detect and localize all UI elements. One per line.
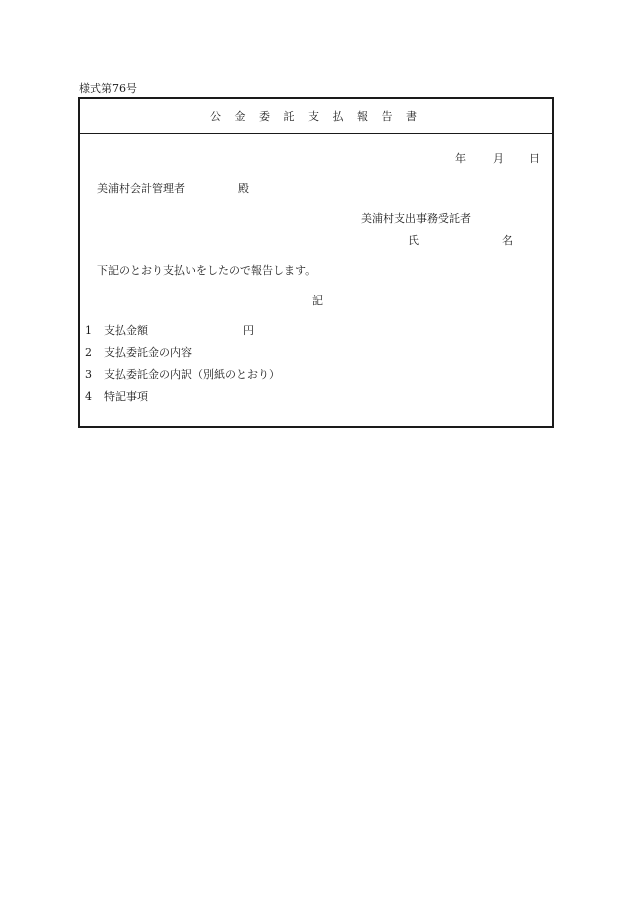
date-day-label: 日 bbox=[529, 152, 540, 165]
item-label: 支払委託金の内訳（別紙のとおり） bbox=[104, 368, 280, 381]
item-label: 支払金額 bbox=[104, 324, 148, 337]
item-label: 特記事項 bbox=[104, 390, 148, 403]
reporter-name-label-left: 氏 bbox=[408, 234, 419, 247]
form-title: 公 金 委 託 支 払 報 告 書 bbox=[210, 110, 422, 123]
reporter-title: 美浦村支出事務受託者 bbox=[361, 212, 471, 225]
list-item bbox=[85, 388, 148, 404]
ki-heading: 記 bbox=[312, 294, 323, 307]
addressee-honorific: 殿 bbox=[238, 182, 249, 195]
reporter-name-label-right: 名 bbox=[502, 234, 513, 247]
date-year-label: 年 bbox=[455, 152, 466, 165]
item-label: 支払委託金の内容 bbox=[104, 346, 192, 359]
report-form-frame bbox=[78, 97, 554, 428]
report-statement: 下記のとおり支払いをしたので報告します。 bbox=[97, 264, 317, 277]
list-item bbox=[85, 322, 148, 338]
yen-unit: 円 bbox=[243, 324, 254, 337]
item-number: 3 bbox=[85, 368, 92, 381]
item-number: 1 bbox=[85, 324, 92, 337]
form-number: 様式第76号 bbox=[79, 82, 137, 95]
addressee-name: 美浦村会計管理者 bbox=[97, 182, 185, 195]
item-number: 4 bbox=[85, 390, 92, 403]
date-month-label: 月 bbox=[493, 152, 504, 165]
title-row bbox=[80, 99, 552, 134]
item-number: 2 bbox=[85, 346, 92, 359]
list-item bbox=[85, 366, 280, 382]
list-item bbox=[85, 344, 192, 360]
